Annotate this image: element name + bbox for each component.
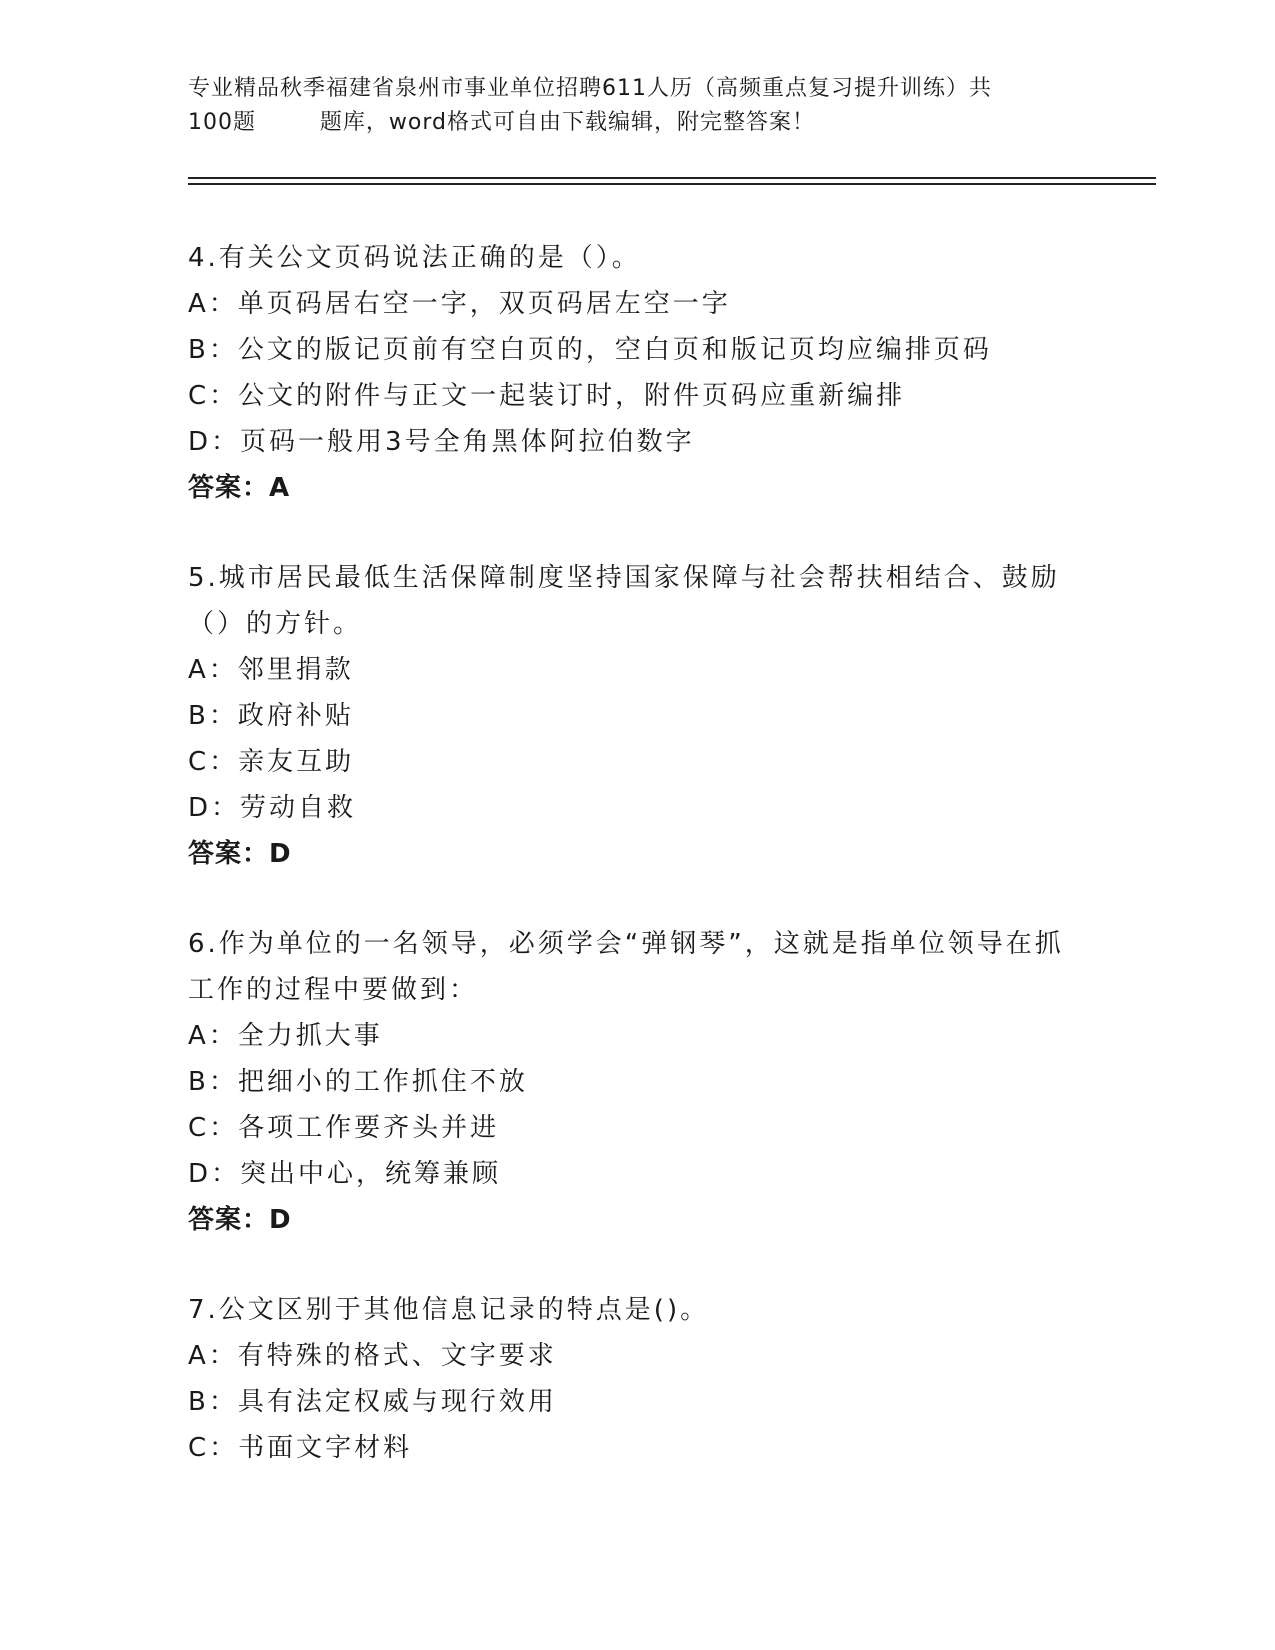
option-b: B：具有法定权威与现行效用 (188, 1387, 557, 1417)
option-d: D：突出中心，统筹兼顾 (188, 1159, 502, 1189)
option-a: A：单页码居右空一字，双页码居左空一字 (188, 289, 731, 319)
question-5 (188, 555, 1068, 877)
option-b: B：把细小的工作抓住不放 (188, 1067, 528, 1097)
option-d: D：劳动自救 (188, 793, 357, 823)
question-6 (188, 921, 1068, 1243)
option-c: C：亲友互助 (188, 747, 355, 777)
header-rule-top (188, 177, 1156, 179)
option-a: A：全力抓大事 (188, 1021, 383, 1051)
question-list (188, 235, 1068, 1515)
option-a: A：有特殊的格式、文字要求 (188, 1341, 557, 1371)
question-title: 4.有关公文页码说法正确的是（）。 (188, 243, 641, 273)
option-d: D：页码一般用3号全角黑体阿拉伯数字 (188, 427, 695, 457)
option-a: A：邻里捐款 (188, 655, 354, 685)
option-b: B：公文的版记页前有空白页的，空白页和版记页均应编排页码 (188, 335, 992, 365)
question-title: 6.作为单位的一名领导，必须学会“弹钢琴”，这就是指单位领导在抓工作的过程中要做到： (188, 929, 1064, 1005)
header-line-1: 专业精品秋季福建省泉州市事业单位招聘611人历（高频重点复习提升训练）共 (188, 76, 992, 101)
question-title: 5.城市居民最低生活保障制度坚持国家保障与社会帮扶相结合、鼓励（）的方针。 (188, 563, 1060, 639)
question-4 (188, 235, 1068, 511)
option-c: C：书面文字材料 (188, 1433, 413, 1463)
option-c: C：各项工作要齐头并进 (188, 1113, 500, 1143)
answer: 答案：D (188, 1205, 292, 1235)
answer: 答案：A (188, 473, 291, 503)
option-b: B：政府补贴 (188, 701, 354, 731)
question-title: 7.公文区别于其他信息记录的特点是()。 (188, 1295, 710, 1325)
header-rule-bottom (188, 183, 1156, 185)
header-line-2: 100题 题库，word格式可自由下载编辑，附完整答案！ (188, 110, 816, 135)
answer: 答案：D (188, 839, 292, 869)
document-header (188, 72, 1088, 140)
question-7 (188, 1287, 1068, 1471)
option-c: C：公文的附件与正文一起装订时，附件页码应重新编排 (188, 381, 906, 411)
